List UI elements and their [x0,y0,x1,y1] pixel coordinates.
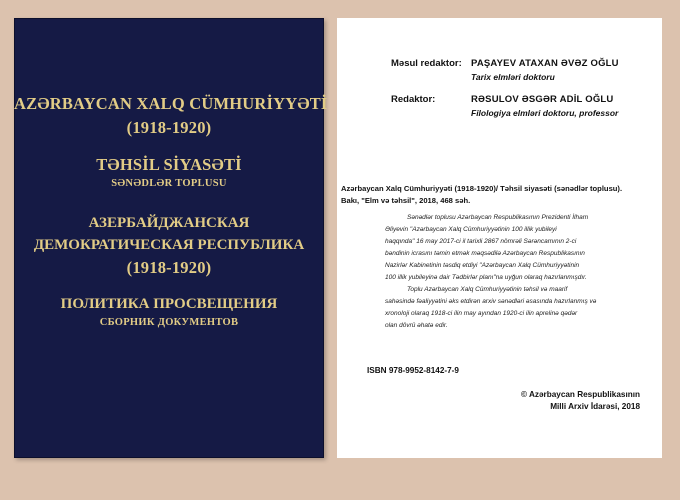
isbn: ISBN 978-9952-8142-7-9 [367,366,459,375]
annotation-line: sahəsində fəaliyyətini əks etdirən arxiv sənədləri əsasında hazırlanmış və [385,298,597,305]
cover-subtitle-ru: ПОЛИТИКА ПРОСВЕЩЕНИЯ [60,296,278,312]
book-cover [14,18,328,458]
cover-years-az: (1918-1920) [126,118,212,137]
annotation-line: Sənədlər toplusu Azərbaycan Respublikasının Prezidenti İlham [407,214,589,221]
editor-name: PAŞAYEV ATAXAN ƏVƏZ OĞLU [471,58,619,69]
redaktor-degree: Filologiya elmləri doktoru, professor [471,108,619,118]
cover-title-az: AZƏRBAYCAN XALQ CÜMHURİYYƏTİ [14,94,328,113]
cover-collection-az: SƏNƏDLƏR TOPLUSU [111,178,227,189]
redaktor-name: RƏSULOV ƏSGƏR ADİL OĞLU [471,94,614,105]
editor-degree: Tarix elmləri doktoru [471,72,555,82]
cover-subtitle-az: TƏHSİL SİYASƏTİ [96,155,242,174]
copyright-line: Milli Arxiv İdarəsi, 2018 [550,402,640,411]
annotation-line: xronoloji olaraq 1918-ci ilin may ayından 1920-ci ilin aprelinə qədər [385,310,578,317]
annotation-line: Nazirlər Kabinetinin təsdiq etdiyi "Azərbaycan Xalq Cümhuriyyətinin [385,262,580,269]
title-verso-page [337,18,662,458]
annotation-line: bəndinin icrasını təmin etmək məqsədilə Azərbaycan Respublikasının [385,250,585,257]
copyright-line: © Azərbaycan Respublikasının [520,390,640,399]
cover-collection-ru: СБОРНИК ДОКУМЕНТОВ [99,317,239,328]
cover-title-ru-2: ДЕМОКРАТИЧЕСКАЯ РЕСПУБЛИКА [33,237,305,253]
bib-line: Azərbaycan Xalq Cümhuriyyəti (1918-1920)/ Təhsil siyasəti (sənədlər toplusu). [341,184,623,193]
cover-title-ru-1: АЗЕРБАЙДЖАНСКАЯ [88,215,250,231]
annotation-line: Toplu Azərbaycan Xalq Cümhuriyyətinin təhsil və maarif [407,286,568,293]
annotation-line: 100 illik yubileyinə dair Tədbirlər planı"na uyğun olaraq hazırlanmışdır. [385,274,587,281]
redaktor-label: Redaktor: [391,94,436,105]
bib-line: Bakı, "Elm və təhsil", 2018, 468 səh. [341,196,471,205]
annotation-line: haqqında" 16 may 2017-ci il tarixli 2867 nömrəli Sərəncamının 2-ci [385,238,577,245]
annotation-line: olan dövrü əhatə edir. [385,322,448,329]
annotation-line: Əliyevin "Azərbaycan Xalq Cümhuriyyətinin 100 illik yubileyi [385,226,557,233]
editor-label: Məsul redaktor: [391,58,462,69]
cover-years-ru: (1918-1920) [126,258,212,277]
